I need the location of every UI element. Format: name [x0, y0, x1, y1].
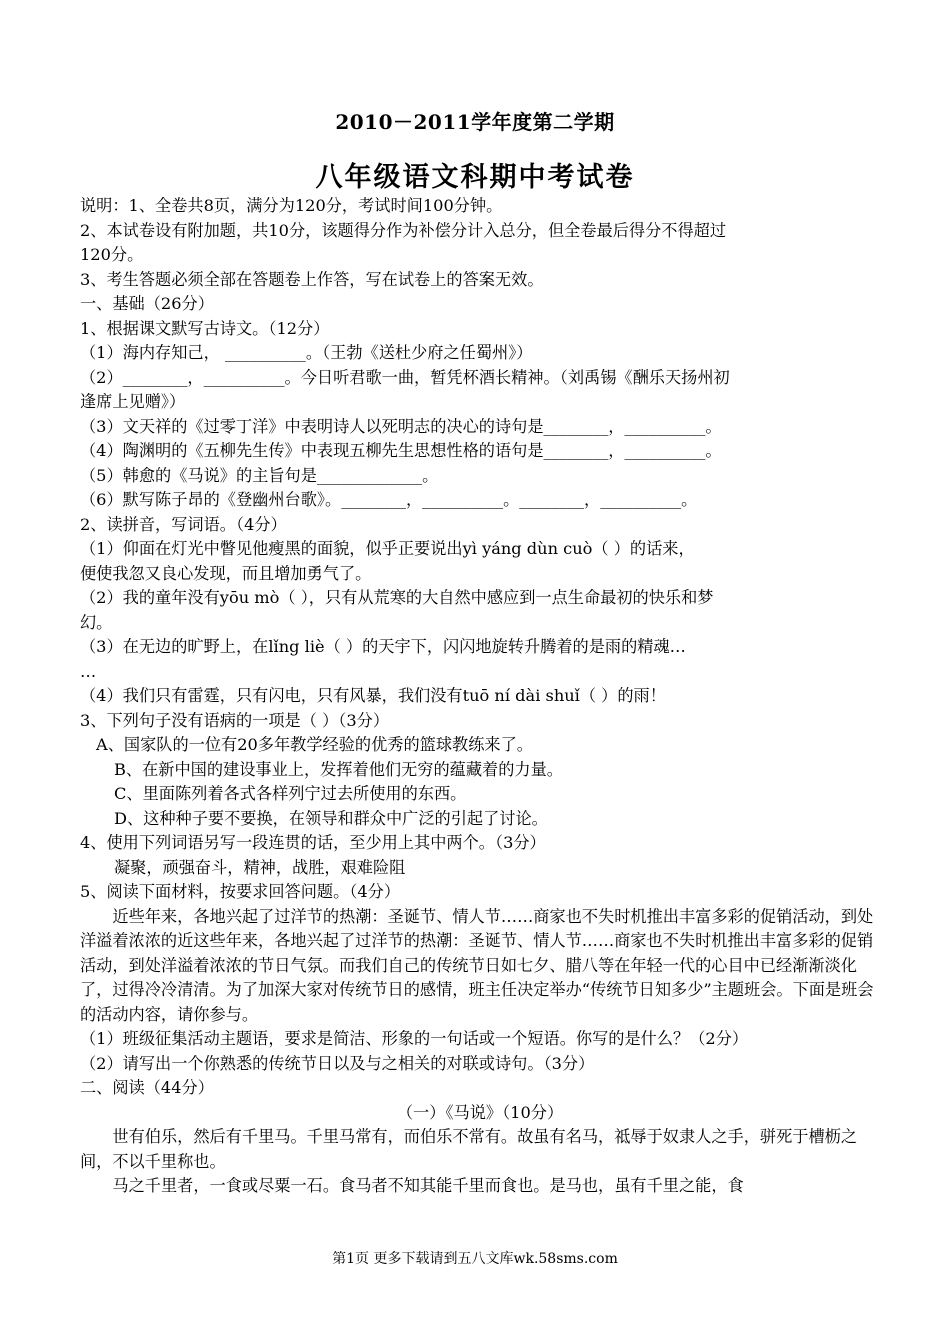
question-3-option-a: A、国家队的一位有20多年教学经验的优秀的篮球教练来了。: [96, 735, 533, 754]
question-2-item-1-cont: 便使我忽又良心发现，而且增加勇气了。: [80, 563, 372, 583]
question-2-item-2-cont: 幻。: [80, 612, 113, 632]
question-4-heading: 4、使用下列词语另写一段连贯的话，至少用上其中两个。（3分）: [80, 833, 546, 852]
question-2-item-4: （4）我们只有雷霆，只有闪电，只有风暴，我们没有tuō ní dài shuǐ（ ）的雨！: [80, 686, 666, 705]
instructions-line-4: 3、考生答题必须全部在答题卷上作答，写在试卷上的答案无效。: [80, 269, 544, 289]
question-5-heading: 5、阅读下面材料，按要求回答问题。（4分）: [80, 882, 401, 901]
question-3-option-c: C、里面陈列着各式各样列宁过去所使用的东西。: [114, 784, 467, 803]
instructions-line-1: 说明：1、全卷共8页，满分为120分，考试时间100分钟。: [80, 196, 503, 215]
page-footer: 第1页 更多下载请到五八文库wk.58sms.com: [332, 1251, 618, 1267]
question-2-item-2: （2）我的童年没有yōu mò（ ），只有从荒寒的大自然中感应到一点生命最初的快乐和梦: [80, 588, 714, 607]
term-title: 2010－2011学年度第二学期: [335, 110, 615, 134]
question-2-heading: 2、读拼音，写词语。（4分）: [80, 514, 287, 534]
question-1-item-3: （3）文天祥的《过零丁洋》中表明诗人以死明志的决心的诗句是________，__________。: [80, 416, 722, 436]
exam-body: [80, 194, 880, 1199]
question-5-item-1: （1）班级征集活动主题语，要求是简洁、形象的一句话或一个短语。你写的是什么？（2分）: [80, 1029, 749, 1048]
question-2-item-3-cont: …: [80, 661, 97, 681]
section-heading-reading: 二、阅读（44分）: [80, 1078, 214, 1097]
question-3-option-d: D、这种种子要不要换，在领导和群众中广泛的引起了讨论。: [114, 808, 548, 828]
reading-1-paragraph-2: 马之千里者，一食或尽粟一石。食马者不知其能千里而食也。是马也，虽有千里之能，食: [112, 1176, 744, 1195]
question-5-passage: 近些年来，各地兴起了过洋节的热潮：圣诞节、情人节……商家也不失时机推出丰富多彩的促销活动，到处洋溢着浓浓的近这些年来，各地兴起了过洋节的热潮：圣诞节、情人节……商家也不失时机推出丰富多彩的促销活动，到处洋溢着浓浓的节日气氛。而我们自己的传统节日如七夕、腊八等在年轻一代的心目中已经渐渐淡化了，过得冷冷清清。为了加深大家对传统节日的感情，班主任决定举办“传统节日知多少”主题班会。下面是班会的活动内容，请你参与。: [80, 906, 874, 1024]
question-2-item-1: （1）仰面在灯光中瞥见他瘦黑的面貌，似乎正要说出yì yáng dùn cuò（ ）的话来，: [80, 539, 695, 558]
question-1-item-2: （2）________，__________。今日听君歌一曲，暂凭杯酒长精神。（刘禹锡《酬乐天扬州初: [80, 367, 730, 387]
question-1-heading: 1、根据课文默写古诗文。（12分）: [80, 318, 330, 338]
question-1-item-1: （1）海内存知己， __________。（王勃《送杜少府之任蜀州》）: [80, 343, 533, 362]
question-1-item-4: （4）陶渊明的《五柳先生传》中表现五柳先生思想性格的语句是________，__________。: [80, 441, 722, 460]
question-1-item-2-cont: 逢席上见赠》）: [80, 392, 186, 411]
question-3-option-b: B、在新中国的建设事业上，发挥着他们无穷的蕴藏着的力量。: [114, 759, 563, 779]
instructions-line-3: 120分。: [80, 245, 144, 264]
question-5-item-2: （2）请写出一个你熟悉的传统节日以及与之相关的对联或诗句。（3分）: [80, 1053, 595, 1073]
question-3-heading: 3、下列句子没有语病的一项是（ ）（3分）: [80, 710, 390, 730]
reading-1-title: （一）《马说》（10分）: [396, 1102, 564, 1122]
question-1-item-5: （5）韩愈的《马说》的主旨句是_____________。: [80, 465, 439, 485]
section-heading-basics: 一、基础（26分）: [80, 294, 214, 313]
question-2-item-3: （3）在无边的旷野上，在lǐng liè（ ）的天宇下，闪闪地旋转升腾着的是雨的精魂…: [80, 637, 686, 656]
instructions-line-2: 2、本试卷设有附加题，共10分，该题得分作为补偿分计入总分，但全卷最后得分不得超过: [80, 220, 727, 240]
question-1-item-6: （6）默写陈子昂的《登幽州台歌》。________，__________。________，__________。: [80, 490, 698, 509]
exam-title: 八年级语文科期中考试卷: [315, 162, 635, 193]
reading-1-paragraph-1: 世有伯乐，然后有千里马。千里马常有，而伯乐不常有。故虽有名马，祗辱于奴隶人之手，骈死于槽枥之间，不以千里称也。: [80, 1127, 858, 1171]
question-4-words: 凝聚，顽强奋斗，精神，战胜，艰难险阻: [114, 857, 406, 877]
